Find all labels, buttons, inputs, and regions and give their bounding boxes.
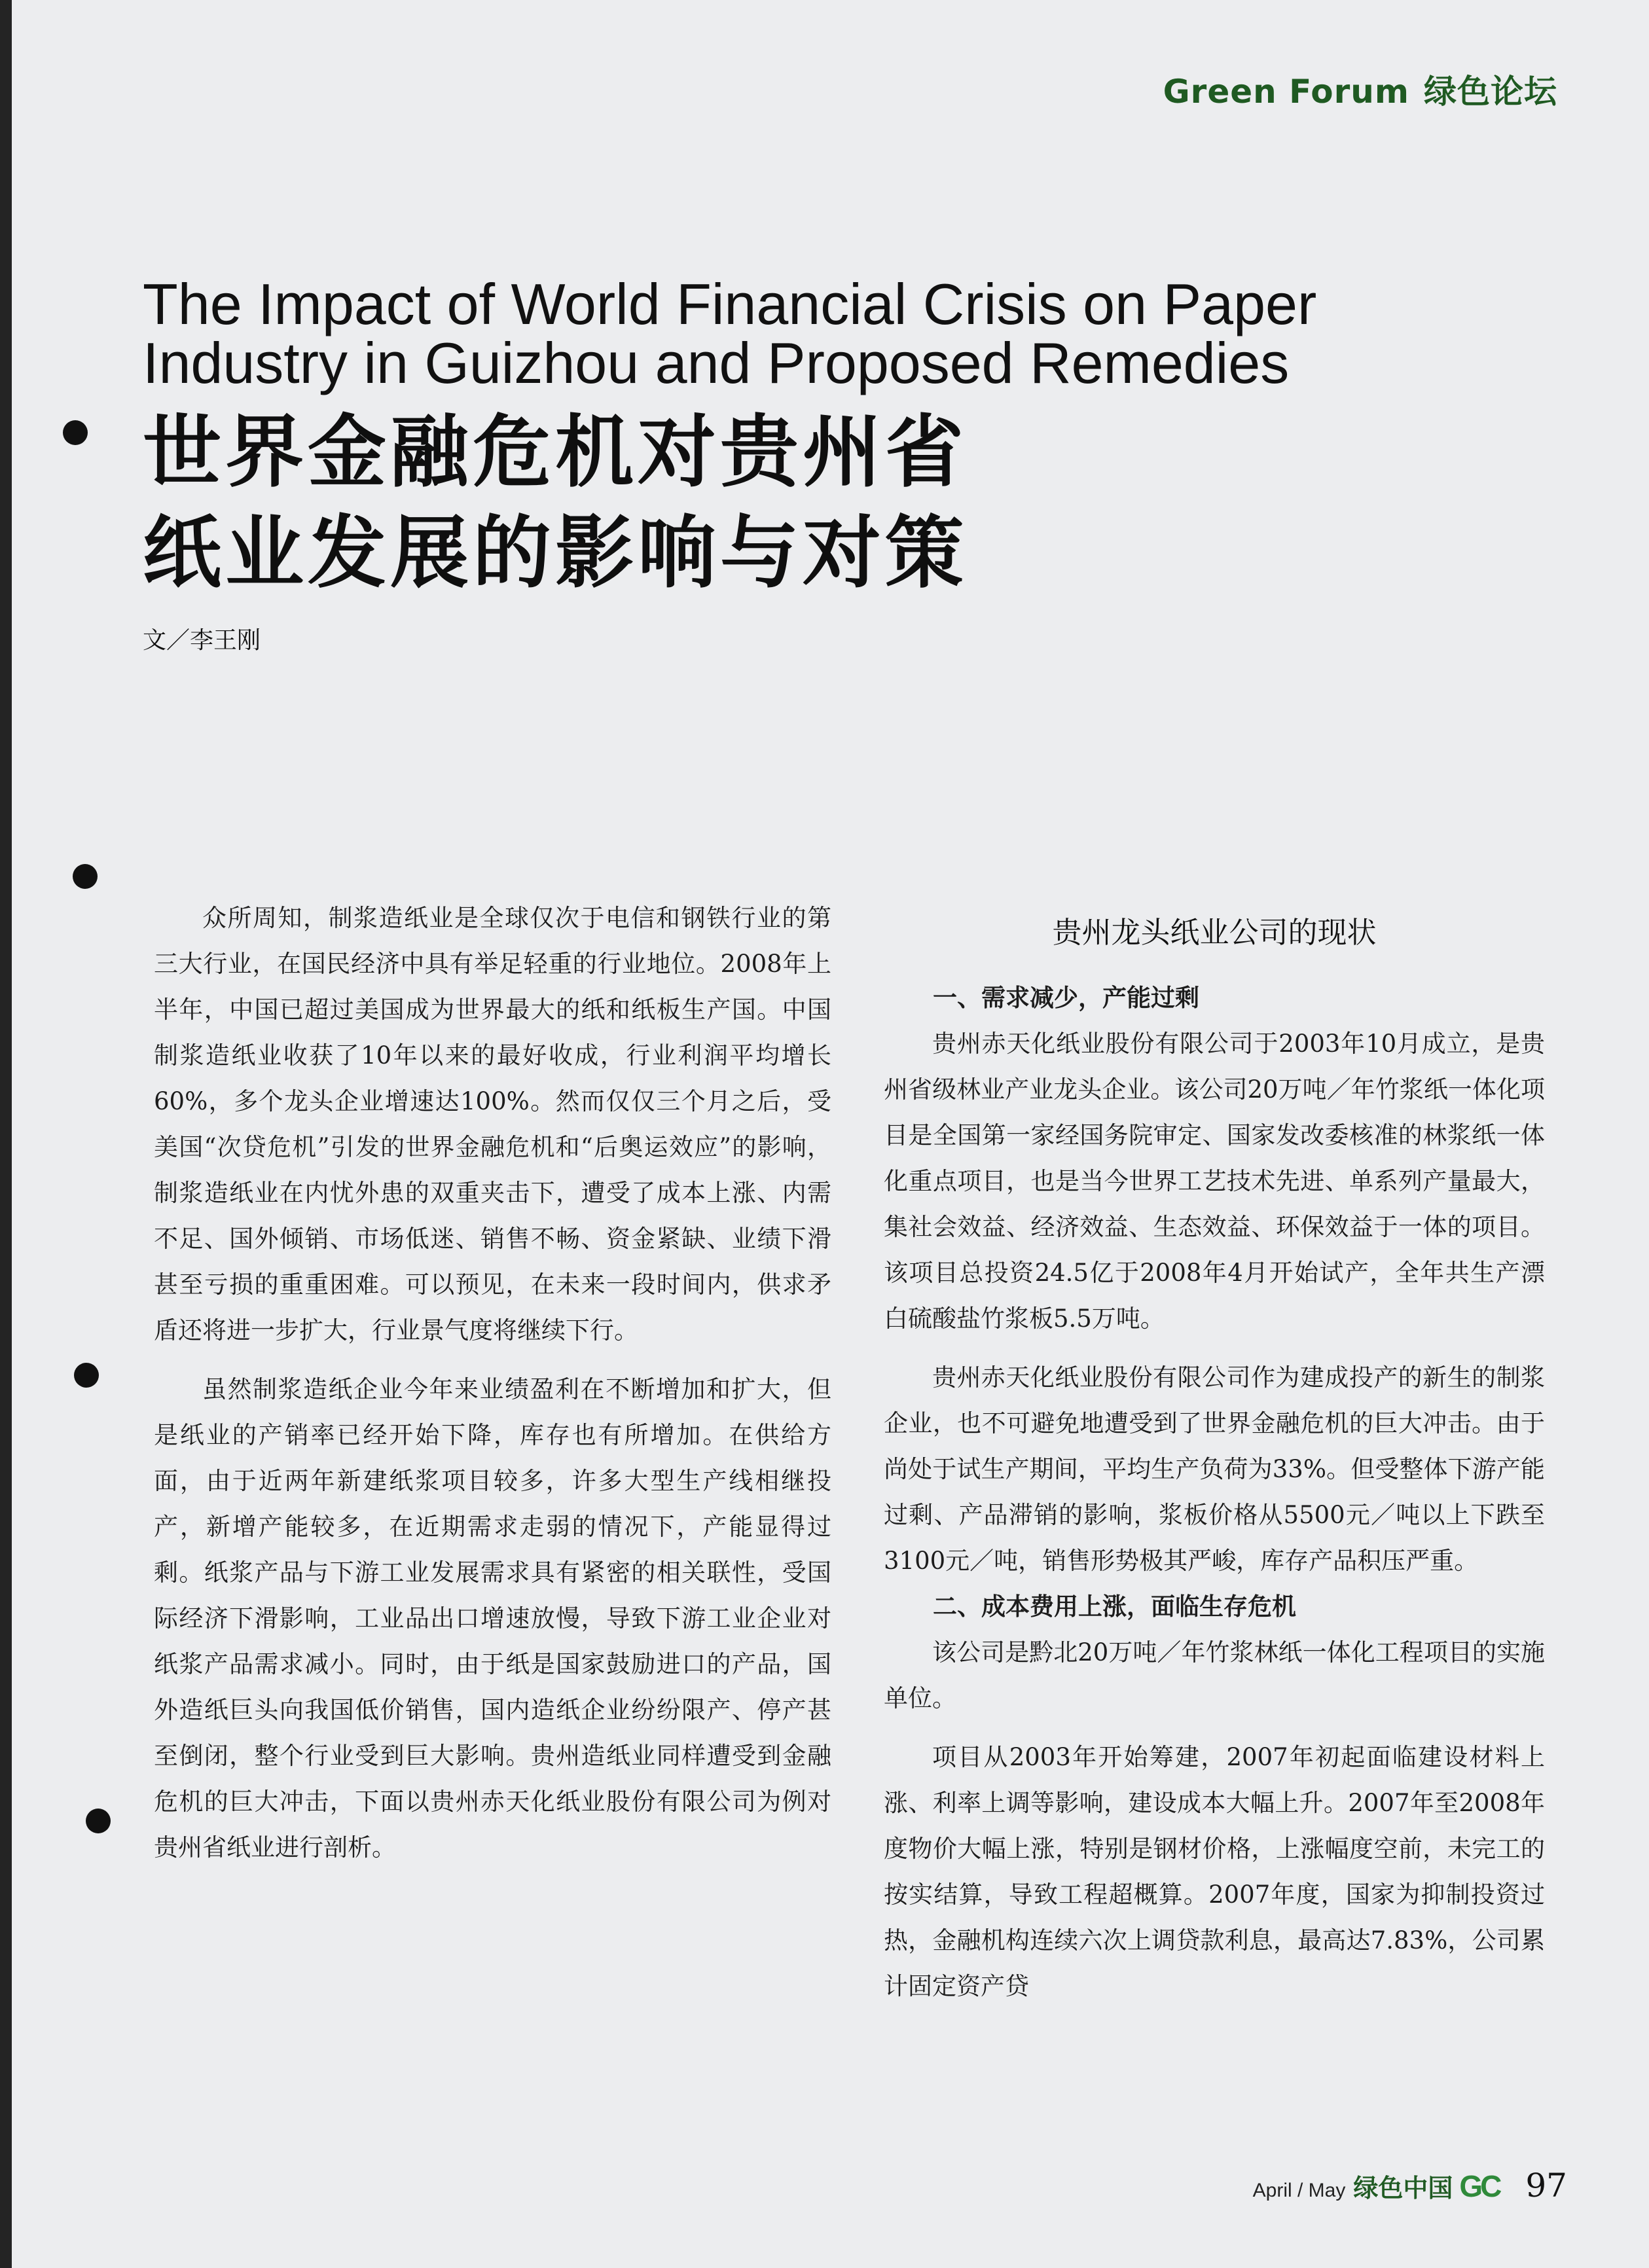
page-number: 97 [1525,2167,1567,2205]
chinese-title-line-1: 世界金融危机对贵州省 [143,407,968,498]
magazine-logo: GC [1459,2169,1500,2203]
punch-hole [86,1809,111,1833]
punch-hole [63,420,88,445]
left-column [154,895,831,1871]
body-paragraph: 贵州赤天化纸业股份有限公司于2003年10月成立，是贵州省级林业产业龙头企业。该公司20万吨／年竹浆纸一体化项目是全国第一家经国务院审定、国家发改委核准的林浆纸一体化重点项目，也是当今世界工艺技术先进、单系列产量最大，集社会效益、经济效益、生态效益、环保效益于一体的项目。该项目总投资24.5亿于2008年4月开始试产，全年共生产漂白硫酸盐竹浆板5.5万吨。 [884,1030,1545,1333]
punch-hole [73,864,98,889]
body-paragraph: 众所周知，制浆造纸业是全球仅次于电信和钢铁行业的第三大行业，在国民经济中具有举足轻重的行业地位。2008年上半年，中国已超过美国成为世界最大的纸和纸板生产国。中国制浆造纸业收获了10年以来的最好收成，行业利润平均增长60%，多个龙头企业增速达100%。然而仅仅三个月之后，受美国“次贷危机”引发的世界金融危机和“后奥运效应”的影响，制浆造纸业在内忧外患的双重夹击下，遭受了成本上涨、内需不足、国外倾销、市场低迷、销售不畅、资金紧缺、业绩下滑甚至亏损的重重困难。可以预见，在未来一段时间内，供求矛盾还将进一步扩大，行业景气度将继续下行。 [154,904,831,1344]
body-paragraph: 项目从2003年开始筹建，2007年初起面临建设材料上涨、利率上调等影响，建设成本大幅上升。2007年至2008年度物价大幅上涨，特别是钢材价格，上涨幅度空前，未完工的按实结算，导致工程超概算。2007年度，国家为抑制投资过热，金融机构连续六次上调贷款利息，最高达7.83%，公司累计固定资产贷 [884,1743,1545,2000]
section-title: 贵州龙头纸业公司的现状 [1052,915,1377,950]
punch-hole [74,1363,99,1388]
body-paragraph: 该公司是黔北20万吨／年竹浆林纸一体化工程项目的实施单位。 [884,1638,1545,1712]
english-title [143,272,1550,395]
section-header-en: Green Forum [1163,73,1409,111]
subheading-1: 一、需求减少，产能过剩 [933,984,1199,1012]
right-column [884,910,1545,2009]
english-title-line-1: The Impact of World Financial Crisis on Paper [143,272,1317,336]
author-byline: 文／李王刚 [143,627,261,654]
chinese-title [143,403,1190,604]
section-header [1163,65,1557,113]
subheading-2: 二、成本费用上涨，面临生存危机 [933,1593,1296,1621]
chinese-title-line-2: 纸业发展的影响与对策 [143,508,968,599]
magazine-name: 绿色中国 [1353,2174,1453,2203]
issue-month: April / May [1252,2180,1346,2201]
body-paragraph: 贵州赤天化纸业股份有限公司作为建成投产的新生的制浆企业，也不可避免地遭受到了世界金融危机的巨大冲击。由于尚处于试生产期间，平均生产负荷为33%。但受整体下游产能过剩、产品滞销的影响，浆板价格从5500元／吨以上下跌至3100元／吨，销售形势极其严峻，库存产品积压严重。 [884,1363,1545,1575]
section-header-cn: 绿色论坛 [1424,73,1557,111]
page-binding-edge [0,0,12,2268]
english-title-line-2: Industry in Guizhou and Proposed Remedies [143,331,1290,395]
body-paragraph: 虽然制浆造纸企业今年来业绩盈利在不断增加和扩大，但是纸业的产销率已经开始下降，库存也有所增加。在供给方面，由于近两年新建纸浆项目较多，许多大型生产线相继投产，新增产能较多，在近期需求走弱的情况下，产能显得过剩。纸浆产品与下游工业发展需求具有紧密的相关联性，受国际经济下滑影响，工业品出口增速放慢，导致下游工业企业对纸浆产品需求减小。同时，由于纸是国家鼓励进口的产品，国外造纸巨头向我国低价销售，国内造纸企业纷纷限产、停产甚至倒闭，整个行业受到巨大影响。贵州造纸业同样遭受到金融危机的巨大冲击，下面以贵州赤天化纸业股份有限公司为例对贵州省纸业进行剖析。 [154,1375,831,1862]
page-footer [1253,2167,1567,2205]
